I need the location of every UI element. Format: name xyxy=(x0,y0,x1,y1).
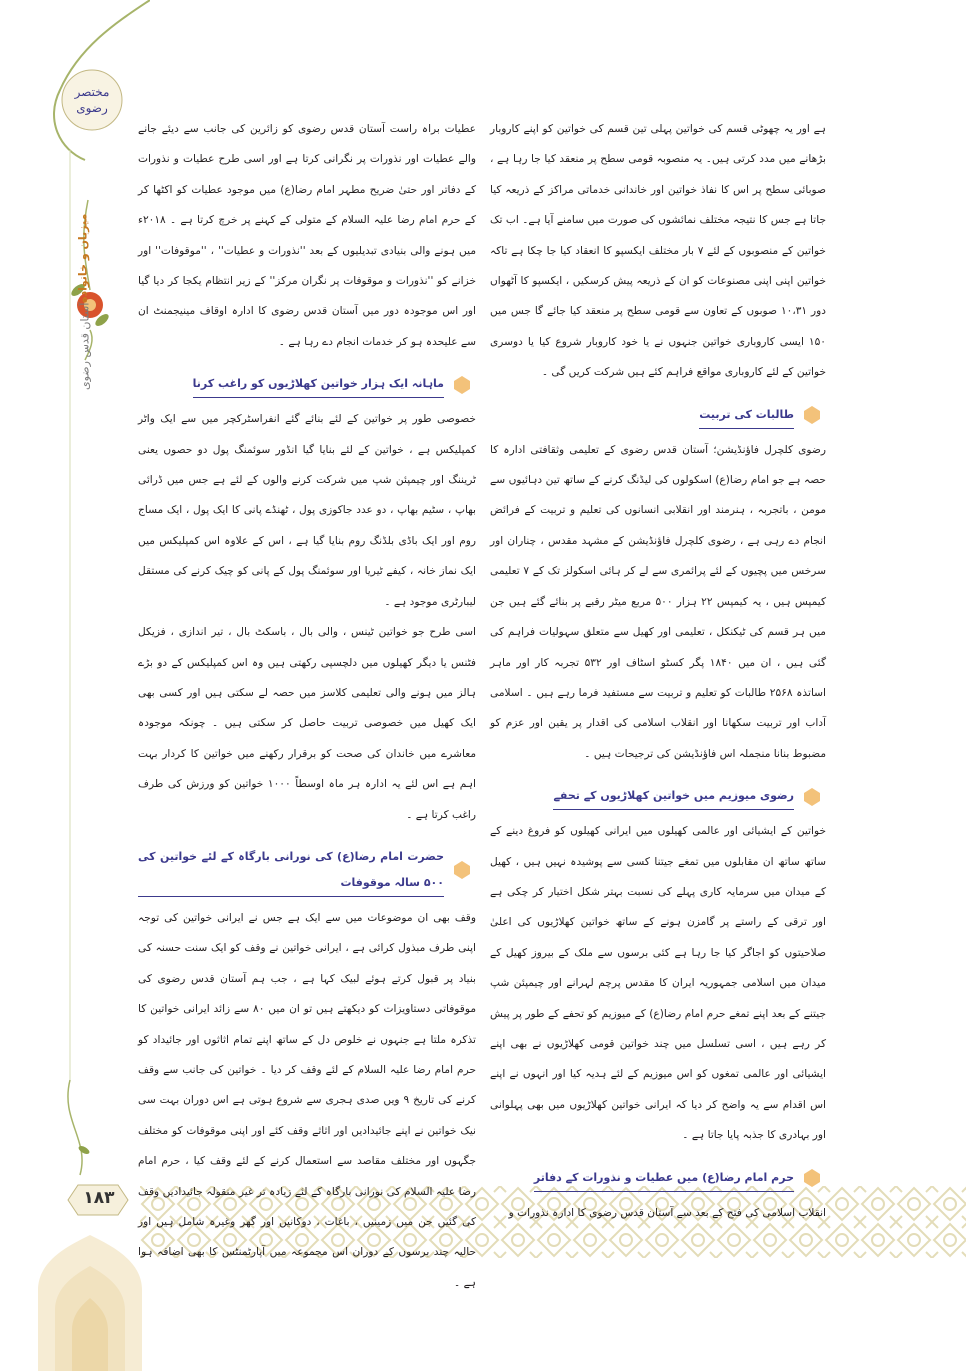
heading-donation-offices: حرم امام رضا(ع) میں عطیات و نذورات کے دفاتر xyxy=(534,1165,794,1192)
hexagon-bullet-icon xyxy=(452,860,472,880)
left-paragraph-2: اسی طرح جو خواتین ٹینس ، والی بال ، باسکٹ بال ، تیر اندازی ، فزیکل فٹنس یا دیگر کھیلوں میں دلچسپی رکھتی ہیں وہ اس کمپلیکس کے دو بڑے ہالز میں ہونے والی تعلیمی کلاسز میں حصہ لے سکتی ہیں اور کسی بھی ایک کھیل میں خصوصی تربیت حاصل کر سکتی ہیں ۔ چونکہ موجودہ معاشرے میں خاندان کی صحت کو برقرار رکھنے میں خواتین کا کردار بہت اہم ہے اس لئے یہ ادارہ ہر ماہ اوسطاً ۱۰۰۰ خواتین کو ورزش کی طرف راغب کرتا ہے ۔ xyxy=(138,626,476,821)
heading-women-endowments: حضرت امام رضا(ع) کی نورانی بارگاہ کے لئے خواتین کی ۵۰۰ سالہ موقوفات xyxy=(138,844,444,897)
logo-emblem xyxy=(62,70,122,130)
heading-museum-gifts: رضوی میوزیم میں خواتین کھلاڑیوں کے تحفے xyxy=(553,783,794,810)
heading-students-training: طالبات کی تربیت xyxy=(699,402,794,429)
left-intro-paragraph: عطیات براہ راست آستان قدس رضوی کو زائرین کی جانب سے دیئے جانے والے عطیات اور نذورات پر نگرانی کرتا ہے اور اسی طرح عطیات و نذورات کے دفاتر اور حتیٰ ضریح مطہر امام رضا(ع) میں موجود عطیات کو اکٹھا کر کے حرم امام رضا علیہ السلام کے متولی کے کہنے پر خرچ کرتا ہے ۔ ۲۰۱۸ء میں ہونے والی بنیادی تبدیلیوں کے بعد ''نذورات و عطیات'' ، ''موقوفات'' اور خزانے کو ''نذورات و موقوفات پر نگران مرکز'' کے زیر انتظام یکجا کر دیا گیا اور اس موجودہ دور میں آستان قدس رضوی کا ادارہ اوقاف مینیجمنٹ ان سے علیحدہ ہو کر خدمات انجام دے رہا ہے ۔ xyxy=(138,123,476,348)
hexagon-bullet-icon xyxy=(802,1168,822,1188)
heading-female-athletes: ماہانہ ایک ہزار خواتین کھلاڑیوں کو راغب کرنا xyxy=(193,371,444,398)
hexagon-bullet-icon xyxy=(802,405,822,425)
section-heading xyxy=(490,402,826,429)
hexagon-bullet-icon xyxy=(452,375,472,395)
book-subtitle: میزبان و خانواده xyxy=(76,213,90,303)
right-column xyxy=(490,114,826,1228)
left-paragraph-3: وقف بھی ان موضوعات میں سے ایک ہے جس نے ایرانی خواتین کی توجہ اپنی طرف مبذول کرائی ہے ، ایرانی خواتین نے وقف کو ایک سنت حسنہ کی بنیاد پر قبول کرتے ہوئے لبیک کہا ہے ، جب ہم آستان قدس رضوی کی موقوفاتی دستاویزات کو دیکھتے ہیں تو ان میں ۸۰ سے زائد ایرانی خواتین کا تذکرہ ملتا ہے جنہوں نے خلوص دل کے ساتھ اپنے تمام اثاثوں اور جائیداد کو حرم امام رضا علیہ السلام کے لئے وقف کر دیا ۔ خواتین کی جانب سے وقف کرنے کی تاریخ ۹ ویں صدی ہجری سے شروع ہوتی ہے اس دوران بہت سی نیک خواتین نے اپنے جائیدادیں اور اثاثے وقف کئے اور اپنی موقوفات کو مختلف جگہوں اور مختلف مقاصد سے استعمال کرنے کے لئے وقف کیا ، حرم امام رضا علیہ السلام کی نورانی بارگاہ کے لئے زیادہ تر غیر منقولہ جائیدادیں وقف کی گئیں جن میں زمینیں ، باغات ، دوکانیں اور گھر وغیرہ شامل ہیں اور حالیہ چند برسوں کے دوران اس مجموعہ میں آپارٹمنٹس کا بھی اضافہ ہوا ہے ۔ xyxy=(138,911,476,1289)
left-paragraph-1: خصوصی طور پر خواتین کے لئے بنائے گئے انفراسٹرکچر میں سے ایک واٹر کمپلیکس ہے ، خواتین کے لئے بنایا گیا انڈور سوئمنگ پول دو حصوں یعنی ٹریننگ اور چیمپئن شپ میں شرکت کرنے والوں کے لئے ہے جس میں ڈرائی بھاپ ، سٹیم بھاپ ، دو عدد جاکوزی پول ، ٹھنڈے پانی کا ایک پول ، ایک مساج روم اور ایک باڈی بلڈنگ روم بنایا گیا ہے ، اس کے علاوہ اس کمپلیکس میں ایک نماز خانہ ، کیفے ٹیریا اور سوئمنگ پول کے پانی کو چیک کرنے کی مستقل لیبارٹری موجود ہے ۔ xyxy=(138,413,476,608)
book-title: آستان قدس رضوی xyxy=(78,302,92,390)
page-number: ۱۸۳ xyxy=(83,1188,115,1208)
section-heading xyxy=(490,783,826,810)
section-heading xyxy=(138,844,476,897)
book-title-vertical xyxy=(70,130,100,390)
section-heading xyxy=(138,371,476,398)
section-heading xyxy=(490,1165,826,1192)
left-column xyxy=(138,114,476,1298)
right-paragraph-2: خواتین کے ایشیائی اور عالمی کھیلوں میں ایرانی کھیلوں کو فروغ دینے کے ساتھ ساتھ ان مقابلوں میں تمغے جیتنا کسی سے پوشیدہ نہیں ہیں ، کھیل کے میدان میں سرمایہ کاری پہلے کی نسبت بہتر شکل اختیار کر چکی ہے اور ترقی کے راستے پر گامزن ہونے کے ساتھ خواتین کھلاڑیوں کی اعلیٰ صلاحیتوں کو اجاگر کیا جا رہا ہے کئی برسوں سے ملک کے بیروز کھیل کے میدان میں اسلامی جمہوریہ ایران کا مقدس پرچم لہرانے اور چیمپئن شپ جیتنے کے بعد اپنے تمغے حرم امام رضا(ع) کے میوزیم کو تحفے کے طور پر پیش کر رہے ہیں ، اسی تسلسل میں چند خواتین قومی کھلاڑیوں نے بھی اپنے ایشیائی اور عالمی تمغوں کو اس میوزیم کے لئے ہدیہ کیا اور انہوں نے اپنے اس اقدام سے یہ واضح کر دیا کہ ایرانی خواتین کھلاڑیوں میں بھی پہلوانی اور بہادری کا جذبہ پایا جاتا ہے ۔ xyxy=(490,825,826,1142)
svg-text:مختصر: مختصر xyxy=(74,85,110,99)
right-paragraph-1: رضوی کلچرل فاؤنڈیشن؛ آستان قدس رضوی کے تعلیمی وثقافتی ادارہ کا حصہ ہے جو امام رضا(ع) اسکولوں کی لیڈنگ کرنے کے ساتھ تین دہائیوں سے مومن ، باتجربہ ، ہنرمند اور انقلابی انسانوں کی تعلیم و تربیت کے فرائض انجام دے رہی ہے ، رضوی کلچرل فاؤنڈیشن کے مشہد مقدس ، چناران اور سرخس میں پچیوں کے لئے پرائمری سے لے کر ہائی اسکولز تک کے ۷ تعلیمی کیمپس ہیں ، یہ کیمپس ۲۲ ہزار ۵۰۰ مربع میٹر رقبے پر بنائے گئے ہیں جن میں ہر قسم کی ٹیکنکل ، تعلیمی اور کھیل سے متعلق سہولیات فراہم کی گئی ہیں ، ان میں ۱۸۴۰ پگر کسٹو اسٹاف اور ۵۳۲ تجربہ کار اور ماہر اساتذہ ۲۵۶۸ طالبات کو تعلیم و تربیت سے مستفید فرما رہے ہیں ۔ اسلامی آداب اور تربیت سکھانا اور انقلاب اسلامی کی اقدار پر یقین اور عزم کو مضبوط بنانا منجملہ اس فاؤنڈیشن کی ترجیحات ہیں ۔ xyxy=(490,443,826,760)
hexagon-bullet-icon xyxy=(802,787,822,807)
svg-text:رضوی: رضوی xyxy=(76,101,108,115)
right-paragraph-3: انقلاب اسلامی کی فتح کے بعد سے آستان قدس رضوی کا ادارہ نذورات و xyxy=(508,1206,826,1219)
right-intro-paragraph: ہے اور یہ چھوٹی قسم کی خواتین پہلی تین قسم کی خواتین کو اپنے کاروبار بڑھانے میں مدد کرتی ہیں۔ یہ منصوبہ قومی سطح پر منعقد کیا جا رہا ہے ، صوبائی سطح پر اس کا نفاذ خواتین اور خاندانی خدماتی مراکز کے ذریعہ کیا جاتا ہے جس کا نتیجہ مختلف نمائشوں کی صورت میں سامنے آیا ہے۔ اب تک خواتین کے منصوبوں کے لئے ۷ بار مختلف ایکسپو کا انعقاد کیا جا چکا ہے تاکہ خواتین اپنی اپنی مصنوعات کو ان کے ذریعہ پیش کرسکیں ، ایکسپو کا آٹھواں دور ۱۰،۳۱ صوبوں کے تعاون سے قومی سطح پر منعقد کیا جائے گا جس میں ۱۵۰ ایسی کاروباری خواتین جنہوں نے یا خود کاروبار شروع کیا یا دوسری خواتین کے لئے کاروباری مواقع فراہم کئے ہیں شرکت کریں گی ۔ xyxy=(490,123,826,379)
